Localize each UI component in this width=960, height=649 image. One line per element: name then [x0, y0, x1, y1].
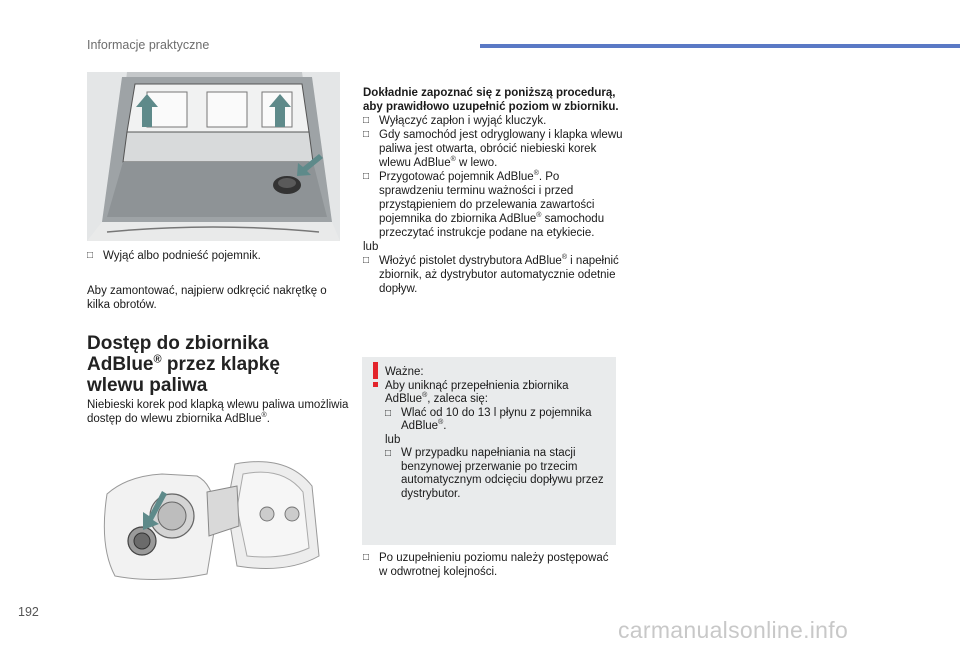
bullet-icon: □ [363, 171, 370, 182]
step-4: □ Włożyć pistolet dystrybutora AdBlue® i napełnić zbiornik, aż dystrybutor automatycznie odetnie dopływ. [363, 254, 619, 295]
watermark: carmanualsonline.info [618, 617, 849, 643]
fuel-flap-illustration [87, 446, 340, 584]
notice-intro: Aby uniknąć przepełnienia zbiornika AdBlue®, zaleca się: [385, 379, 569, 405]
notice-title: Ważne: [385, 366, 424, 378]
or-separator: lub [363, 241, 379, 253]
header-accent-bar [480, 44, 960, 48]
notice-item-1: □ Wlać od 10 do 13 l płynu z pojemnika AdBlue®. [385, 406, 592, 432]
page-number: 192 [18, 605, 39, 619]
bullet-icon: □ [363, 552, 370, 563]
step-2: □ Gdy samochód jest odryglowany i klapka wlewu paliwa jest otwarta, obrócić niebieski korek wlewu AdBlue® w lewo. [363, 129, 623, 169]
fuel-flap-drawing [87, 446, 340, 584]
heading-line-2: AdBlue® przez klapkę [87, 353, 280, 375]
step-1: □ Wyłączyć zapłon i wyjąć kluczyk. [363, 115, 547, 127]
notice-item-2: □ W przypadku napełniania na stacji benzynowej przerwanie po trzecim automatycznym odcięciu dopływu przez dystrybutor. [385, 447, 604, 500]
bullet-icon: □ [385, 448, 392, 459]
fig1-caption [87, 249, 337, 263]
notice-content [385, 366, 610, 501]
body-paragraph: Niebieski korek pod klapką wlewu paliwa umożliwia dostęp do wlewu zbiornika AdBlue®. [87, 399, 349, 425]
step-3: □ Przygotować pojemnik AdBlue®. Po sprawdzeniu terminu ważności i przed przystąpieniem do przelewania zawartości pojemnika do zbiornika AdBlue® samochodu przeczytać instrukcje podane na etykiecie. [363, 170, 605, 239]
final-step: □ Po uzupełnieniu poziomu należy postępować w odwrotnej kolejności. [363, 552, 609, 578]
bullet-icon: □ [385, 407, 392, 419]
remount-instruction: Aby zamontować, najpierw odkręcić nakrętkę o kilka obrotów. [87, 285, 327, 311]
fig1-caption-text: Wyjąć albo podnieść pojemnik. [103, 250, 261, 262]
bullet-icon: □ [363, 255, 370, 266]
bullet-icon: □ [87, 250, 94, 261]
section-heading [87, 333, 347, 396]
section-title: Informacje praktyczne [87, 38, 210, 52]
notice-or: lub [385, 433, 401, 446]
bullet-icon: □ [363, 129, 370, 140]
trunk-storage-illustration [87, 72, 340, 241]
heading-line-1: Dostęp do zbiornika [87, 333, 269, 354]
trunk-storage-drawing [87, 72, 340, 241]
exclamation-icon [369, 362, 383, 388]
bullet-icon: □ [363, 115, 370, 126]
procedure-intro: Dokładnie zapoznać się z poniższą procedurą, aby prawidłowo uzupełnić poziom w zbiorniku. [363, 87, 619, 113]
heading-line-3: wlewu paliwa [87, 375, 208, 396]
